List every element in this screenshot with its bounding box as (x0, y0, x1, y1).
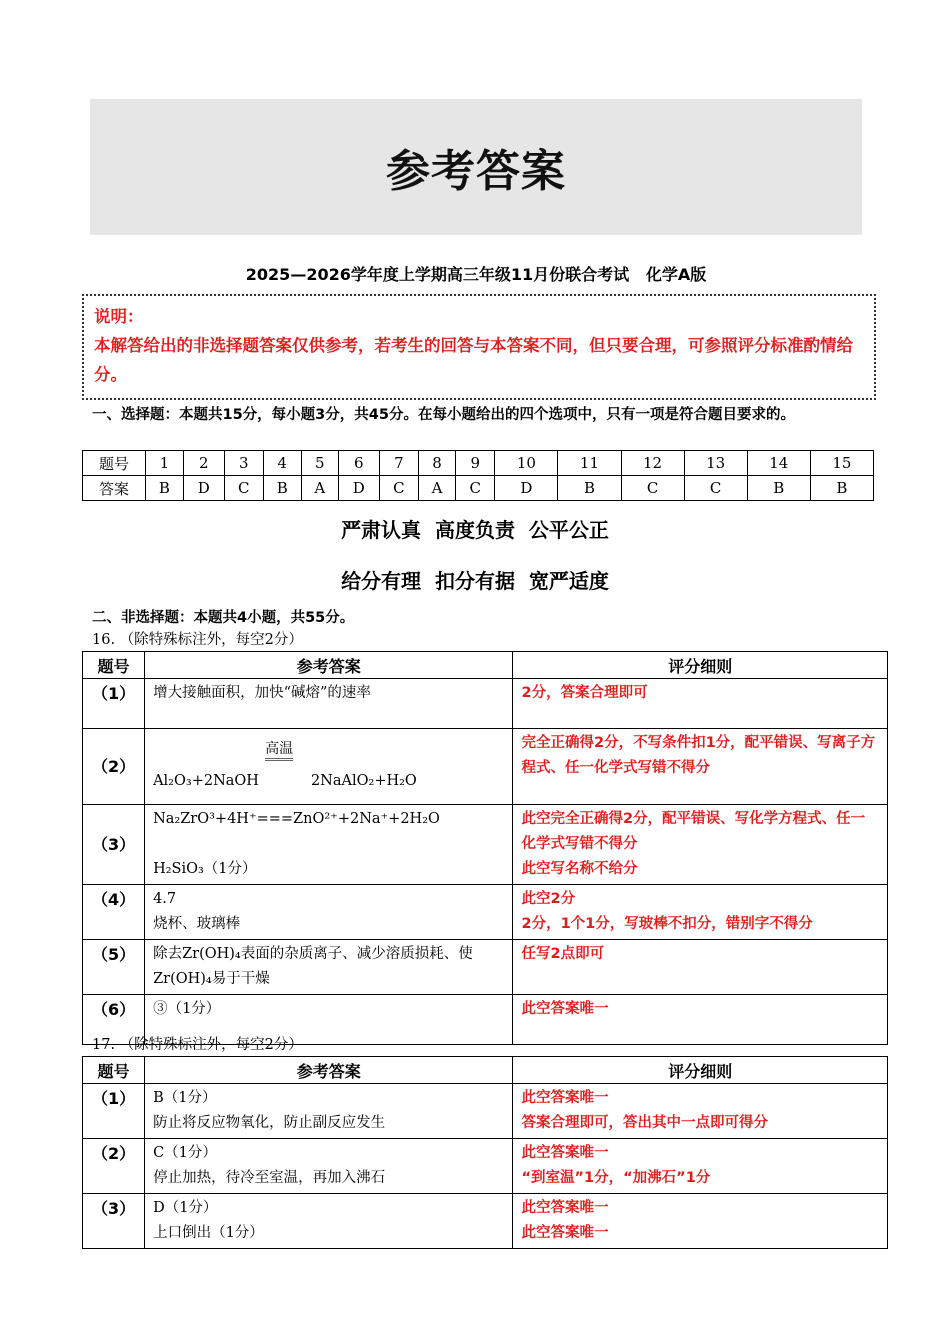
rules-line: “到室温”1分，“加沸石”1分 (521, 1170, 711, 1186)
mc-answer-row (83, 476, 874, 501)
rules-line: 完全正确得2分，不写条件扣1分，配平错误、写离子方程式、任一化学式写错不得分 (521, 735, 876, 776)
rules-cell (513, 885, 888, 940)
mc-answer-cell: D (183, 476, 224, 501)
header-num: 题号 (83, 652, 145, 679)
rules-line: 此空答案唯一 (521, 1001, 609, 1017)
rules-cell (513, 940, 888, 995)
answer-line: B（1分） (153, 1090, 217, 1106)
mc-answer-cell: A (301, 476, 338, 501)
answer-cell (145, 940, 513, 995)
q-num: （1） (83, 679, 145, 729)
rules-line: 2分，1个1分，写玻棒不扣分，错别字不得分 (521, 916, 813, 932)
mc-number-cell: 11 (558, 451, 621, 476)
answer-cell (145, 1084, 513, 1139)
q16-note: 16. （除特殊标注外，每空2分） (92, 632, 303, 648)
answer-line: Na₂ZrO³+4H⁺===ZnO²⁺+2Na⁺+2H₂O (153, 811, 440, 827)
mc-answer-cell: B (747, 476, 810, 501)
rules-line: 此空答案唯一 (521, 1145, 609, 1161)
rules-line: 此空完全正确得2分，配平错误、写化学方程式、任一化学式写错不得分 (521, 811, 866, 852)
mc-number-cell: 9 (456, 451, 495, 476)
answer-line: 上口倒出（1分） (153, 1225, 264, 1241)
section2-title: 二、非选择题：本题共4小题，共55分。 (92, 610, 355, 626)
rules-line: 此空2分 (521, 891, 576, 907)
q17-table (82, 1056, 888, 1249)
mc-answer-cell: B (558, 476, 621, 501)
q16-table (82, 651, 888, 1045)
answer-cell (145, 805, 513, 885)
rules-cell (513, 729, 888, 805)
mc-number-cell: 1 (146, 451, 184, 476)
rules-line: 此空写名称不给分 (521, 861, 638, 877)
mc-number-cell: 3 (224, 451, 263, 476)
mc-number-cell: 12 (621, 451, 684, 476)
q16-row-3 (83, 805, 888, 885)
section1-title: 一、选择题：本题共15分，每小题3分，共45分。在每小题给出的四个选项中，只有一项是符合题目要求的。 (92, 407, 795, 423)
header-answer: 参考答案 (145, 1057, 513, 1084)
reaction-condition: 高温 (265, 740, 293, 761)
banner-title: 参考答案 (386, 146, 566, 197)
answer-cell (145, 729, 513, 805)
mc-answer-cell: B (146, 476, 184, 501)
mc-number-cell: 8 (418, 451, 455, 476)
mc-number-cell: 14 (747, 451, 810, 476)
rules-line: 答案合理即可，答出其中一点即可得分 (521, 1115, 768, 1131)
rules-cell (513, 1194, 888, 1249)
q-num: （6） (83, 995, 145, 1045)
q16-row-5 (83, 940, 888, 995)
mc-answer-table (82, 450, 874, 501)
mc-answer-cell: C (224, 476, 263, 501)
q16-row-4 (83, 885, 888, 940)
mc-number-cell: 15 (810, 451, 873, 476)
mc-answer-cell: B (263, 476, 301, 501)
mc-row-label: 题号 (83, 451, 146, 476)
q-num: （3） (83, 805, 145, 885)
slogan-2: 给分有理 扣分有据 宽严适度 (341, 569, 609, 593)
header-answer: 参考答案 (145, 652, 513, 679)
mc-number-cell: 7 (379, 451, 418, 476)
rules-line: 此空答案唯一 (521, 1200, 609, 1216)
note-label: 说明： (94, 307, 144, 326)
note-box (82, 294, 876, 400)
answer-line: 烧杯、玻璃棒 (153, 916, 241, 932)
answer-cell (145, 885, 513, 940)
equation-left: Al₂O₃+2NaOH (153, 773, 259, 789)
answer-line: D（1分） (153, 1200, 218, 1216)
mc-answer-cell: C (379, 476, 418, 501)
answer-line: C（1分） (153, 1145, 217, 1161)
mc-answer-cell: D (338, 476, 379, 501)
title-banner (90, 99, 862, 235)
mc-number-cell: 6 (338, 451, 379, 476)
rules-line: 任写2点即可 (521, 946, 605, 962)
q16-header-row (83, 652, 888, 679)
answer-line: 4.7 (153, 891, 177, 907)
rules-cell (513, 1084, 888, 1139)
rules-cell (513, 679, 888, 729)
exam-title: 2025—2026学年度上学期高三年级11月份联合考试 化学A版 (245, 265, 707, 284)
q-num: （4） (83, 885, 145, 940)
q17-note: 17. （除特殊标注外，每空2分） (92, 1037, 303, 1053)
mc-number-cell: 5 (301, 451, 338, 476)
header-rules: 评分细则 (513, 1057, 888, 1084)
answer-line: ③（1分） (153, 1001, 221, 1017)
q16-row-2 (83, 729, 888, 805)
mc-number-cell: 10 (495, 451, 558, 476)
mc-answer-cell: A (418, 476, 455, 501)
mc-number-row (83, 451, 874, 476)
q17-header-row (83, 1057, 888, 1084)
mc-number-cell: 4 (263, 451, 301, 476)
rules-line: 此空答案唯一 (521, 1090, 609, 1106)
answer-cell (145, 1139, 513, 1194)
mc-number-cell: 13 (684, 451, 747, 476)
q16-row-1 (83, 679, 888, 729)
slogan-1: 严肃认真 高度负责 公平公正 (341, 518, 609, 542)
mc-answer-cell: B (810, 476, 873, 501)
header-num: 题号 (83, 1057, 145, 1084)
q17-row-2 (83, 1139, 888, 1194)
mc-number-cell: 2 (183, 451, 224, 476)
answer-line: 防止将反应物氧化，防止副反应发生 (153, 1115, 386, 1131)
rules-cell (513, 1139, 888, 1194)
q-num: （3） (83, 1194, 145, 1249)
answer-line: 除去Zr(OH)₄表面的杂质离子、减少溶质损耗、使Zr(OH)₄易于干燥 (153, 946, 473, 987)
q17-row-1 (83, 1084, 888, 1139)
rules-cell (513, 805, 888, 885)
answer-cell (145, 1194, 513, 1249)
mc-row-label: 答案 (83, 476, 146, 501)
header-rules: 评分细则 (513, 652, 888, 679)
answer-line: 停止加热，待冷至室温，再加入沸石 (153, 1170, 386, 1186)
q-num: （2） (83, 729, 145, 805)
answer-line: H₂SiO₃（1分） (153, 861, 257, 877)
mc-answer-cell: C (456, 476, 495, 501)
q-num: （2） (83, 1139, 145, 1194)
mc-answer-cell: C (684, 476, 747, 501)
mc-answer-cell: C (621, 476, 684, 501)
answer-cell (145, 679, 513, 729)
equation-right: 2NaAlO₂+H₂O (310, 773, 417, 789)
note-text: 本解答给出的非选择题答案仅供参考，若考生的回答与本答案不同，但只要合理，可参照评分标准酌情给分。 (94, 336, 853, 384)
mc-answer-cell: D (495, 476, 558, 501)
q-num: （1） (83, 1084, 145, 1139)
q-num: （5） (83, 940, 145, 995)
rules-line: 2分，答案合理即可 (521, 685, 648, 701)
answer-line: 增大接触面积，加快“碱熔”的速率 (153, 685, 371, 701)
rules-cell (513, 995, 888, 1045)
q17-row-3 (83, 1194, 888, 1249)
rules-line: 此空答案唯一 (521, 1225, 609, 1241)
